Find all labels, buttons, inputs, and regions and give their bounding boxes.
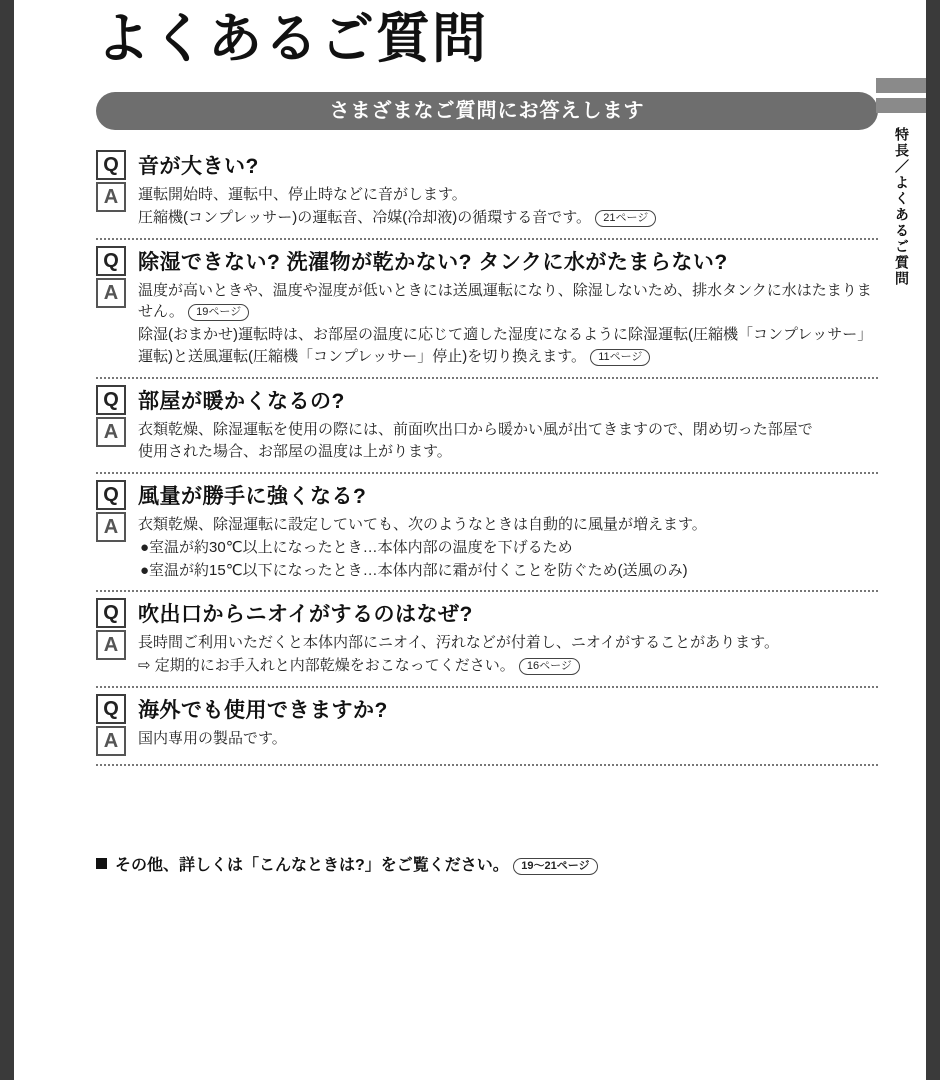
footnote-text: その他、詳しくは「こんなときは?」をご覧ください。 bbox=[115, 856, 509, 874]
page-content bbox=[14, 0, 926, 1080]
faq-answer-row bbox=[96, 726, 878, 756]
faq-item bbox=[96, 688, 878, 766]
faq-question-text: 風量が勝手に強くなる? bbox=[138, 485, 367, 509]
page-edge-right bbox=[926, 0, 940, 1080]
page-reference[interactable]: 11ページ bbox=[590, 349, 650, 366]
question-badge: Q bbox=[96, 598, 126, 628]
faq-answer-row bbox=[96, 278, 878, 369]
answer-line: 国内専用の製品です。 bbox=[138, 729, 287, 747]
faq-item bbox=[96, 379, 878, 475]
faq-question-text: 音が大きい? bbox=[138, 155, 259, 179]
answer-line: 運転開始時、運転中、停止時などに音がします。 bbox=[138, 186, 467, 204]
page-reference[interactable]: 19〜21ページ bbox=[513, 858, 597, 875]
faq-item bbox=[96, 474, 878, 592]
square-bullet-icon bbox=[96, 858, 107, 869]
answer-line: ●室温が約15℃以下になったとき…本体内部に霜が付くことを防ぐため(送風のみ) bbox=[140, 561, 688, 579]
page-title: よくあるご質問 bbox=[96, 9, 488, 69]
faq-question-row bbox=[96, 246, 878, 276]
answer-line-text: 温度が高いときや、温度や湿度が低いときには送風運転になり、除湿しないため、排水タンクに水はたまりません。 bbox=[138, 281, 872, 321]
side-tab-label: 特長／よくあるご質問 bbox=[894, 127, 910, 287]
page-edge-left bbox=[0, 0, 14, 1080]
section-banner: さまざまなご質問にお答えします bbox=[96, 92, 878, 130]
answer-line: 使用された場合、お部屋の温度は上がります。 bbox=[138, 443, 452, 461]
faq-answer-body bbox=[138, 182, 878, 230]
faq-item bbox=[96, 144, 878, 240]
question-badge: Q bbox=[96, 246, 126, 276]
faq-question-row bbox=[96, 598, 878, 628]
faq-question-text: 海外でも使用できますか? bbox=[138, 698, 388, 722]
question-badge: Q bbox=[96, 480, 126, 510]
answer-line: 衣類乾燥、除湿運転に設定していても、次のようなときは自動的に風量が増えます。 bbox=[138, 516, 707, 534]
side-tab[interactable] bbox=[876, 78, 926, 338]
faq-question-text: 除湿できない? 洗濯物が乾かない? タンクに水がたまらない? bbox=[138, 250, 728, 274]
answer-badge: A bbox=[96, 630, 126, 660]
answer-badge: A bbox=[96, 726, 126, 756]
answer-line-text: ⇨ 定期的にお手入れと内部乾燥をおこなってください。 bbox=[138, 657, 515, 675]
faq-answer-row bbox=[96, 182, 878, 230]
faq-question-text: 部屋が暖かくなるの? bbox=[138, 389, 345, 413]
faq-answer-body bbox=[138, 726, 878, 751]
page-reference[interactable]: 21ページ bbox=[595, 210, 656, 227]
question-badge: Q bbox=[96, 694, 126, 724]
faq-question-text: 吹出口からニオイがするのはなぜ? bbox=[138, 603, 473, 627]
faq-question-row bbox=[96, 150, 878, 180]
answer-badge: A bbox=[96, 417, 126, 447]
answer-line: ●室温が約30℃以上になったとき…本体内部の温度を下げるため bbox=[140, 538, 573, 556]
answer-line bbox=[138, 207, 878, 229]
faq-answer-body bbox=[138, 278, 878, 369]
answer-line bbox=[138, 655, 878, 677]
faq-item bbox=[96, 240, 878, 379]
faq-answer-body bbox=[138, 512, 878, 582]
faq-question-row bbox=[96, 385, 878, 415]
question-badge: Q bbox=[96, 150, 126, 180]
faq-item bbox=[96, 592, 878, 688]
question-badge: Q bbox=[96, 385, 126, 415]
side-tab-bar-bottom bbox=[876, 98, 926, 113]
answer-line: 長時間ご利用いただくと本体内部にニオイ、汚れなどが付着し、ニオイがすることがあります。 bbox=[138, 634, 779, 652]
faq-answer-row bbox=[96, 417, 878, 465]
page-reference[interactable]: 19ページ bbox=[188, 304, 249, 321]
answer-line-text: 圧縮機(コンプレッサー)の運転音、冷媒(冷却液)の循環する音です。 bbox=[138, 208, 592, 226]
answer-line bbox=[138, 324, 878, 368]
faq-answer-row bbox=[96, 630, 878, 678]
answer-line: 衣類乾燥、除湿運転を使用の際には、前面吹出口から暖かい風が出てきますので、閉め切った部屋で bbox=[138, 420, 813, 438]
faq-question-row bbox=[96, 480, 878, 510]
faq-answer-body bbox=[138, 417, 878, 465]
faq-answer-body bbox=[138, 630, 878, 678]
footnote bbox=[96, 852, 878, 875]
faq-answer-row bbox=[96, 512, 878, 582]
answer-badge: A bbox=[96, 182, 126, 212]
answer-line-text: 除湿(おまかせ)運転時は、お部屋の温度に応じて適した湿度になるように除湿運転(圧縮機「コンプレッサー」運転)と送風運転(圧縮機「コンプレッサー」停止)を切り換えます。 bbox=[138, 326, 873, 365]
faq-question-row bbox=[96, 694, 878, 724]
side-tab-bar-top bbox=[876, 78, 926, 93]
answer-badge: A bbox=[96, 512, 126, 542]
answer-line bbox=[138, 280, 878, 324]
faq-list bbox=[96, 144, 878, 766]
answer-badge: A bbox=[96, 278, 126, 308]
page-reference[interactable]: 16ページ bbox=[519, 658, 580, 675]
